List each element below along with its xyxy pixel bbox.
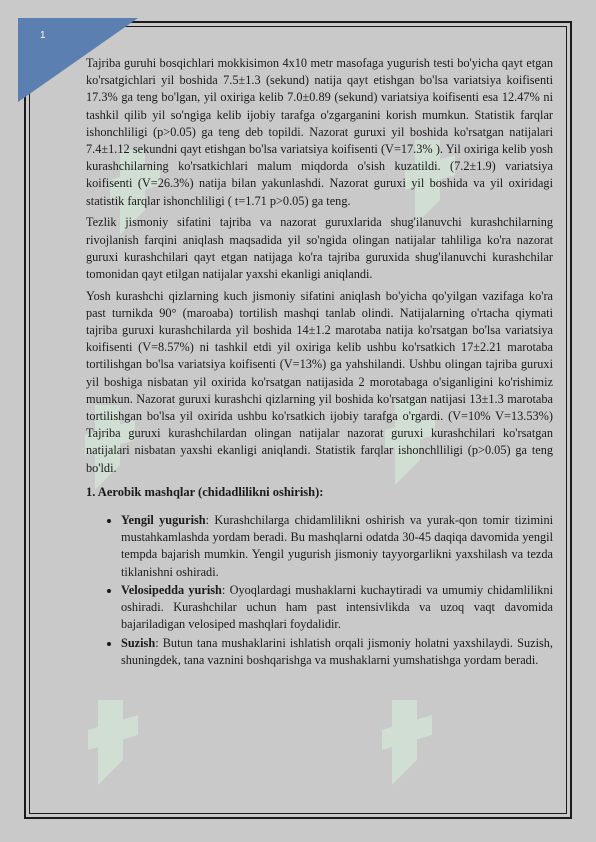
list-item-term: Yengil yugurish bbox=[121, 513, 206, 528]
exercise-list bbox=[86, 512, 553, 669]
paragraph-running-test-results: Tajriba guruhi bosqichlari mokkisimon 4x10 metr masofaga yugurish testi bo'yicha qayt etgan ko'rsatgichlari yil boshida 7.5±1.3 (sekund) natija qayt etishgan bo'lsa variatsiya koifisenti 17.3% ga teng bo'lgan, yil oxiriga kelib 7.0±0.89 (sekund) variatsiya koifisenti esa 12.47% ni tashkil qilib yil so'ngiga kelib ijobiy tarafga o'zgarganini korish mumkun. Statistik farqlar ishonchliligi (p>0.05) ga teng deb topildi. Nazorat guruxi yil boshida ko'rsatgan natijalari 7.4±1.12 sekundni qayt etishgan bo'lsa variatsiya koifisenti (V=17.3% ). Yil oxiriga kelib yosh kurashchilarning ko'rsatkichlari malum miqdorda o'sish kuzatildi. (7.2±1.9) variatsiya koifisenti (V=26.3%) natija bilan yakunlashdi. Nazorat guruxi yil boshida va yil oxiridagi statistik farqlar ishonchliligi ( t=1.71 p>0.05) ga teng. bbox=[86, 56, 553, 208]
document-body bbox=[86, 55, 553, 670]
list-item-text: : Butun tana mushaklarini ishlatish orqali jismoniy holatni yaxshilaydi. Suzish, shuningdek, tana vaznini boshqarishga va mushaklarni yumshatishga yordam beradi. bbox=[121, 635, 553, 667]
paragraph-speed-quality: Tezlik jismoniy sifatini tajriba va nazorat guruxlarida shug'ilanuvchi kurashchilarning rivojlanish farqini aniqlash maqsadida yil so'ngida olingan natijalar tahliliga ko'ra nazorat guruxi kurashchilari qayt etgan natijaga ko'ra tajriba guruxida shug'ilanuvchi kurashchilar tomonidan qayt etilgan natijalar yaxshi ekanligi aniqlandi. bbox=[86, 215, 553, 281]
list-item-text: : Oyoqlardagi mushaklarni kuchaytiradi va umumiy chidamlilikni oshiradi. Kurashchilar uchun ham past intensivlikda va uzoq vaqt davomida bajariladigan velosiped mashqlari foydalidir. bbox=[121, 582, 553, 632]
list-item-swimming bbox=[121, 635, 553, 669]
section-heading: 1. Aerobik mashqlar (chidadlilikni oshirish): bbox=[86, 484, 324, 499]
paragraph-strength-quality: Yosh kurashchi qizlarning kuch jismoniy sifatini aniqlash bo'yicha qo'yilgan vazifaga ko'ra past turnikda 90° (maroaba) tortilish mashqi tanlab olindi. Natijalarning o'rtacha qiymati tajriba guruxi kurashchilarda yil boshida 14±1.2 marotaba natija ko'rsatgan bo'lsa variatsiya koifisenti (V=8.57%) ni tashkil etdi yil oxiriga kelib ushbu ko'rsatkich 17±2.21 marotaba tortilishgan bo'lsa variatsiya koifisenti (V=13%) ga yahshilandi. Ushbu olingan tajriba guruxi yil boshiga nisbatan yil oxirida ko'rsatgan natijasida 2 morotabaga o'siganligini ko'rishimiz mumkun. Nazorat guruxi kurashchi qizlarning yil boshida ko'rsatgan natijasi 13±1.3 marotaba tortilishgan bo'lsa yil oxirida ushbu ko'rsatkich ijobiy tarafga o'rgardi. (V=10% V=13.53%) Tajriba guruxi kurashchilardan olingan natijalar nazorat guruxi kurashchilari ko'rsatgan natijalari nisbatan yaxshi ekanligi aniqlandi. Statistik farqlar ishonchlliligi (p>0.05) ga teng bo'ldi. bbox=[86, 288, 553, 475]
watermark-logo-left-bottom bbox=[78, 690, 148, 810]
page-number: 1 bbox=[40, 30, 46, 41]
list-item-running bbox=[121, 512, 553, 581]
list-item-text: : Kurashchilarga chidamlilikni oshirish va yurak-qon tomir tizimini mustahkamlashda yordam beradi. Bu mashqlarni odatda 30-45 daqiqa davomida yengil tempda bajarish mumkin. Yengil yugurish jismoniy tayyorgarlikni yaxshilash va tezda tiklanishni oshiradi. bbox=[121, 513, 554, 579]
watermark-logo-right-bottom bbox=[372, 690, 442, 810]
list-item-cycling bbox=[121, 582, 553, 634]
list-item-term: Suzish bbox=[121, 635, 156, 650]
list-item-term: Velosipedda yurish bbox=[121, 582, 222, 597]
